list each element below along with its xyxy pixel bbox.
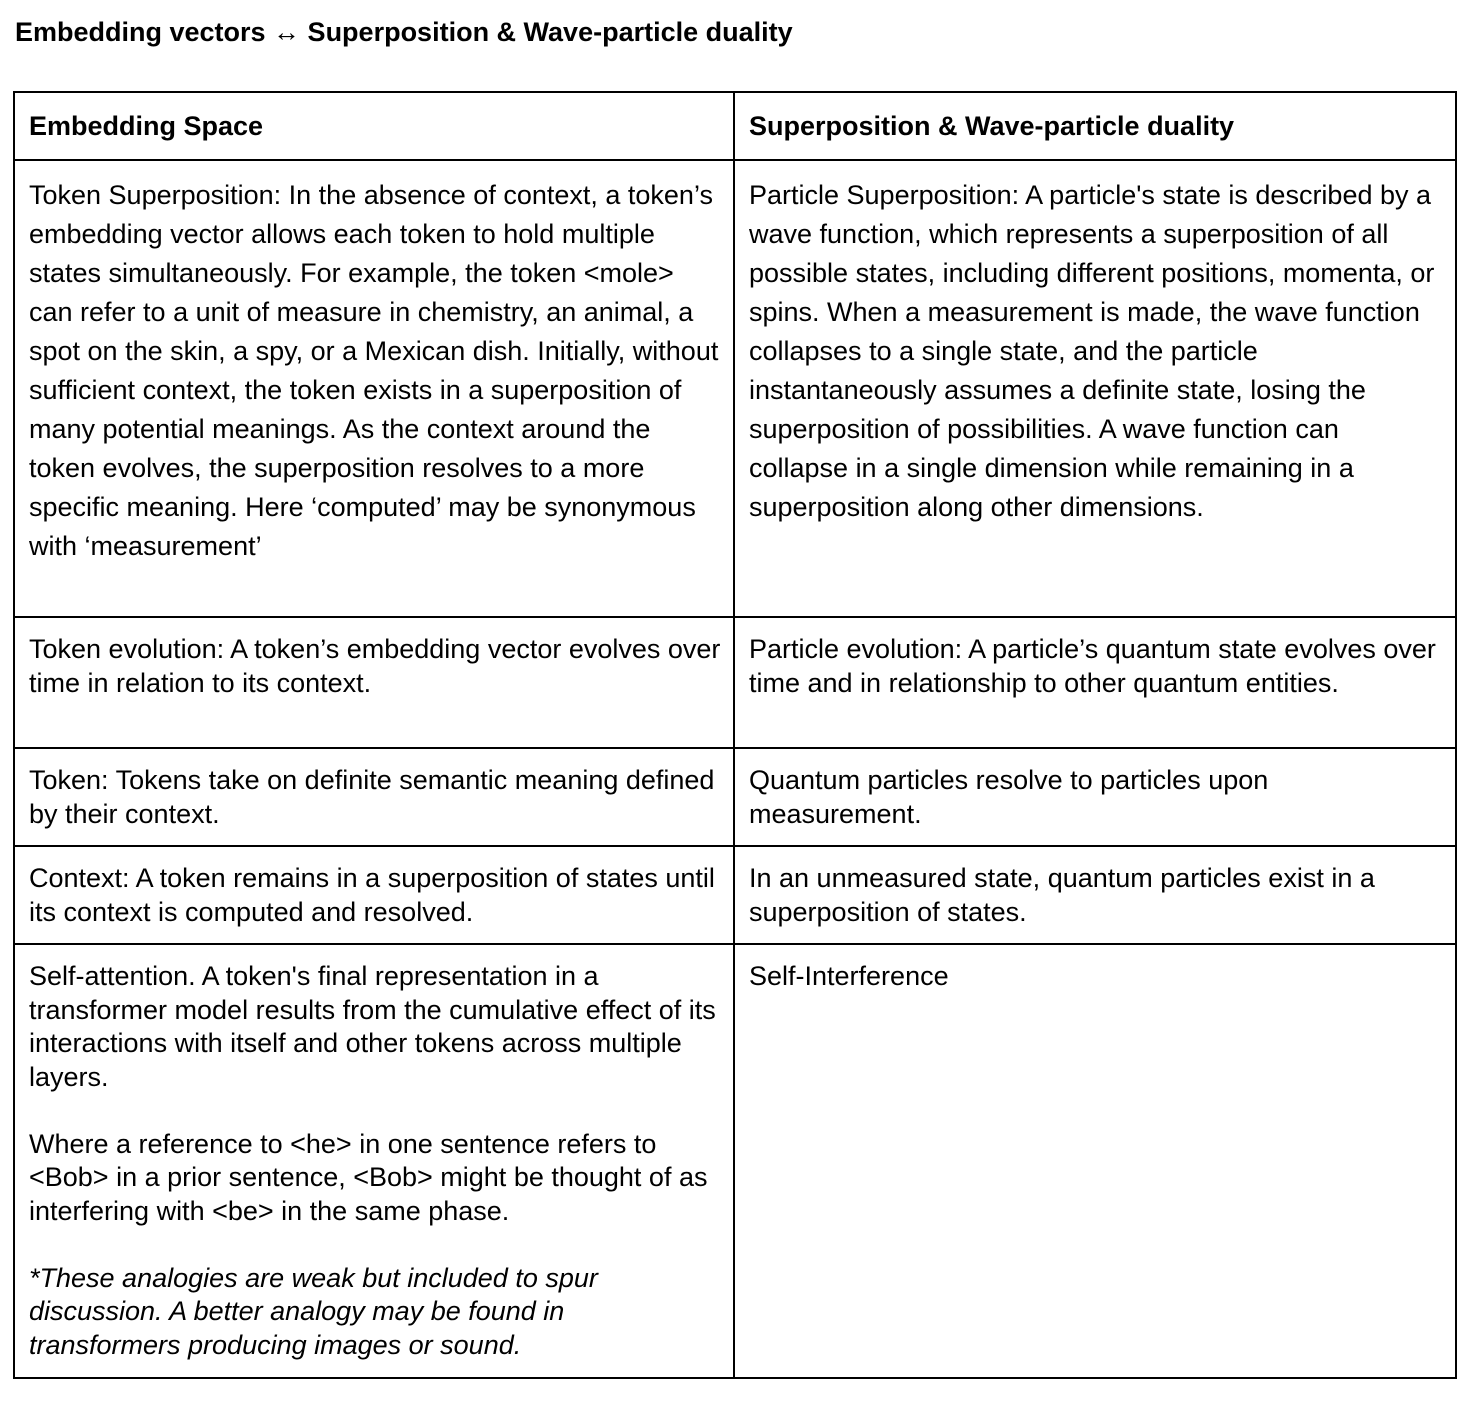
- cell-text: Particle Superposition: A particle's state is described by a wave function, which represents a superposition of all possible states, including different positions, momenta, or spins. When a measurement is made, the wave function collapses to a single state, and the particle instantaneously assumes a definite state, losing the superposition of possibilities. A wave function can collapse in a single dimension while remaining in a superposition along other dimensions.: [749, 180, 1435, 522]
- analogy-note: *These analogies are weak but included to spur discussion. A better analogy may be found in transformers producing images or sound.: [29, 1262, 598, 1360]
- table-cell-right: [734, 160, 1456, 617]
- column-header-embedding-space: Embedding Space: [14, 92, 734, 160]
- table-cell-right: [734, 748, 1456, 846]
- table-row: [14, 944, 1456, 1378]
- table-cell-right: [734, 846, 1456, 944]
- table-cell-left: [14, 160, 734, 617]
- cell-text: Where a reference to <he> in one sentence refers to <Bob> in a prior sentence, <Bob> might be thought of as interfering with <be> in the same phase.: [29, 1128, 708, 1226]
- table-cell-right: [734, 617, 1456, 748]
- comparison-table: [13, 91, 1457, 1379]
- table-cell-left: [14, 944, 734, 1378]
- table-cell-right: [734, 944, 1456, 1378]
- cell-text: Quantum particles resolve to particles upon measurement.: [749, 765, 1269, 829]
- cell-text: Context: A token remains in a superposition of states until its context is computed and resolved.: [29, 863, 715, 927]
- cell-text: In an unmeasured state, quantum particles exist in a superposition of states.: [749, 863, 1375, 927]
- cell-text: Token evolution: A token’s embedding vector evolves over time in relation to its context.: [29, 634, 721, 698]
- column-header-superposition: Superposition & Wave-particle duality: [734, 92, 1456, 160]
- cell-text: Self-attention. A token's final representation in a transformer model results from the cumulative effect of its interactions with itself and other tokens across multiple layers.: [29, 961, 716, 1092]
- table-row: [14, 846, 1456, 944]
- table-header-row: [14, 92, 1456, 160]
- table-row: [14, 748, 1456, 846]
- cell-text: Token Superposition: In the absence of context, a token’s embedding vector allows each token to hold multiple states simultaneously. For example, the token <mole> can refer to a unit of measure in chemistry, an animal, a spot on the skin, a spy, or a Mexican dish. Initially, without sufficient context, the token exists in a superposition of many potential meanings. As the context around the token evolves, the superposition resolves to a more specific meaning. Here ‘computed’ may be synonymous with ‘measurement’: [29, 180, 719, 561]
- cell-text: Particle evolution: A particle’s quantum state evolves over time and in relationship to other quantum entities.: [749, 634, 1436, 698]
- table-cell-left: [14, 846, 734, 944]
- cell-text: Token: Tokens take on definite semantic meaning defined by their context.: [29, 765, 715, 829]
- table-cell-left: [14, 617, 734, 748]
- cell-text: Self-Interference: [749, 961, 949, 991]
- table-row: [14, 617, 1456, 748]
- table-cell-left: [14, 748, 734, 846]
- page-title: Embedding vectors ↔ Superposition & Wave-particle duality: [15, 17, 793, 47]
- table-row: [14, 160, 1456, 617]
